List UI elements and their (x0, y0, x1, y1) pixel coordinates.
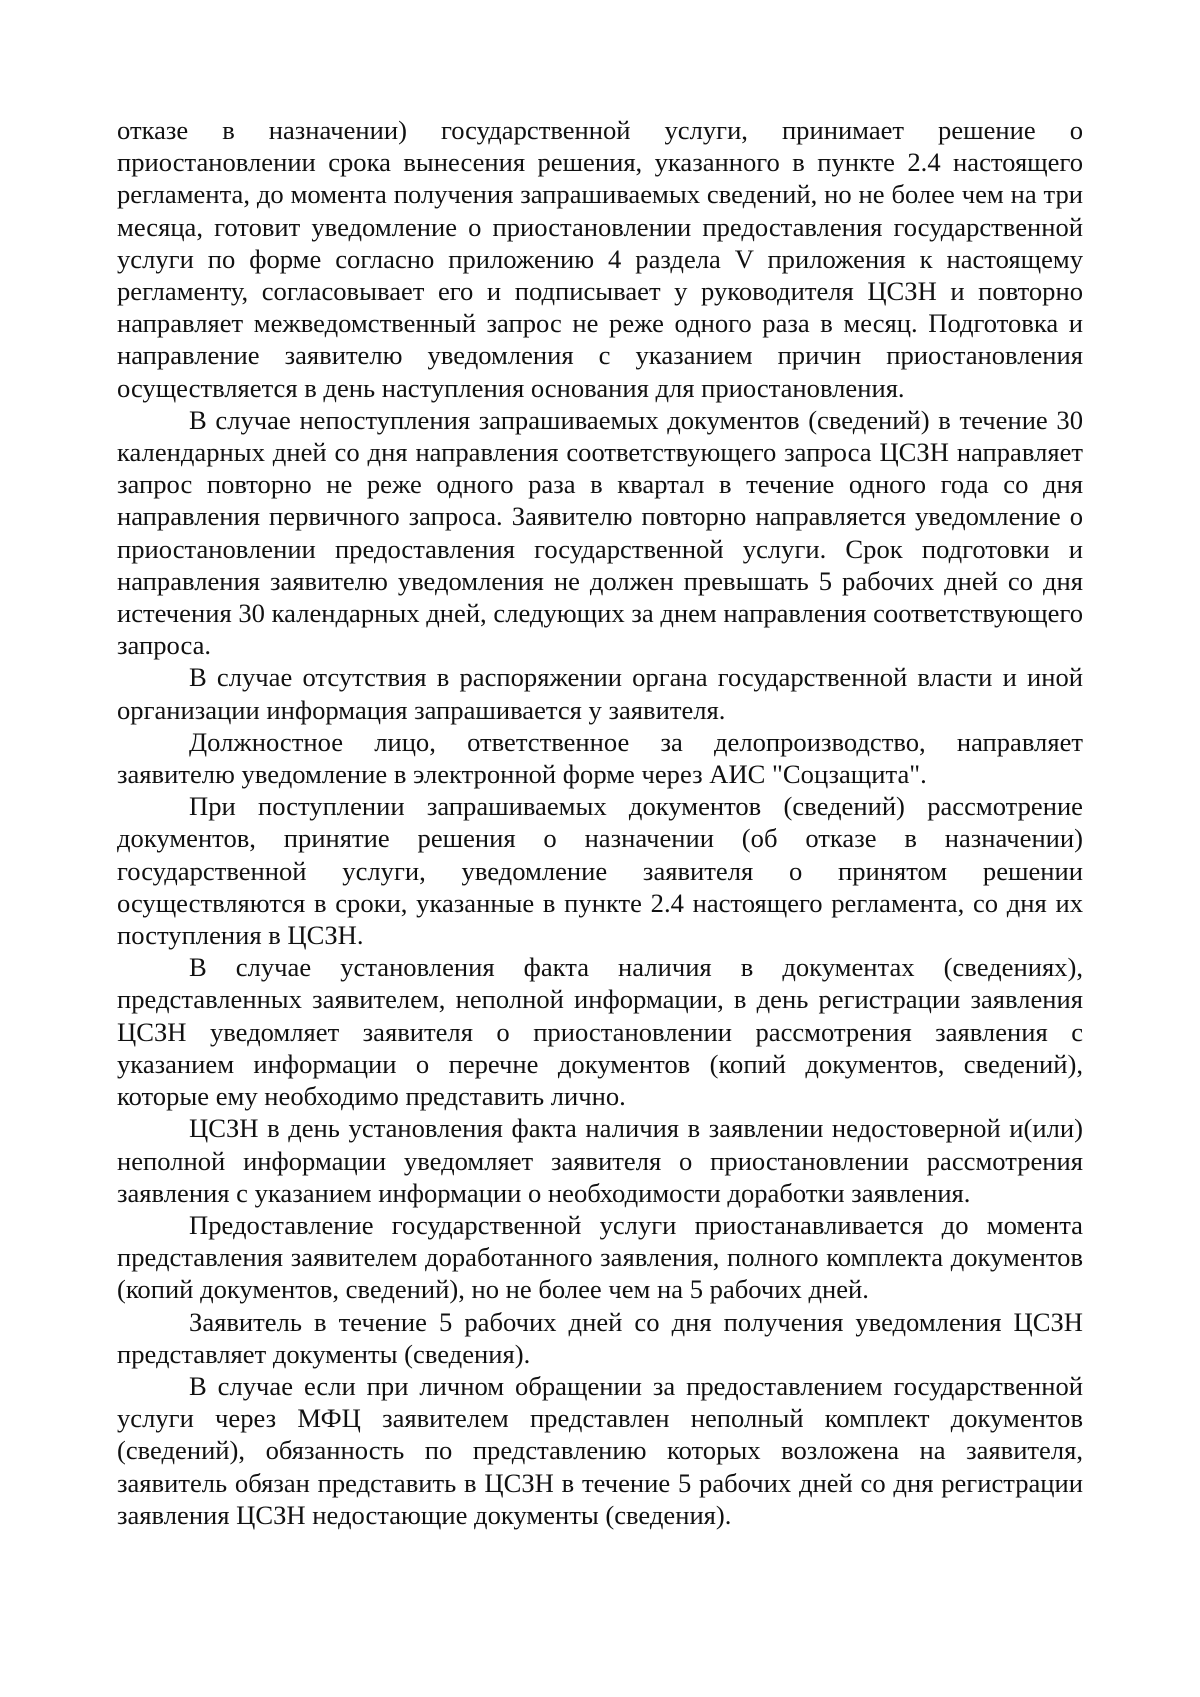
paragraph-mfc-incomplete-set: В случае если при личном обращении за предоставлением государственной услуги через МФЦ заявителем представлен неполный комплект документов (сведений), обязанность по представлению которых возложена на заявителя, заявитель обязан представить в ЦСЗН в течение 5 рабочих дней со дня регистрации заявления ЦСЗН недостающие документы (сведения). (117, 1370, 1083, 1530)
paragraph-applicant-submission: Заявитель в течение 5 рабочих дней со дня получения уведомления ЦСЗН представляет документы (сведения). (117, 1306, 1083, 1369)
paragraph-suspension-period: Предоставление государственной услуги приостанавливается до момента представления заявителем доработанного заявления, полного комплекта документов (копий документов, сведений), но не более чем на 5 рабочих дней. (117, 1209, 1083, 1305)
paragraph-repeated-request: В случае непоступления запрашиваемых документов (сведений) в течение 30 календарных дней со дня направления соответствующего запроса ЦСЗН направляет запрос повторно не реже одного раза в квартал в течение одного года со дня направления первичного запроса. Заявителю повторно направляется уведомление о приостановлении предоставления государственной услуги. Срок подготовки и направления заявителю уведомления не должен превышать 5 рабочих дней со дня истечения 30 календарных дней, следующих за днем направления соответствующего запроса. (117, 404, 1083, 661)
paragraph-inaccurate-information: ЦСЗН в день установления факта наличия в заявлении недостоверной и(или) неполной информации уведомляет заявителя о приостановлении рассмотрения заявления с указанием информации о необходимости доработки заявления. (117, 1113, 1083, 1208)
paragraph-suspension-decision: отказе в назначении) государственной услуги, принимает решение о приостановлении срока вынесения решения, указанного в пункте 2.4 настоящего регламента, до момента получения запрашиваемых сведений, но не более чем на три месяца, готовит уведомление о приостановлении предоставления государственной услуги по форме согласно приложению 4 раздела V приложения к настоящему регламенту, согласовывает его и подписывает у руководителя ЦСЗН и повторно направляет межведомственный запрос не реже одного раза в месяц. Подготовка и направление заявителю уведомления с указанием причин приостановления осуществляется в день наступления основания для приостановления. (117, 115, 1083, 403)
paragraph-request-from-applicant: В случае отсутствия в распоряжении органа государственной власти и иной организации информация запрашивается у заявителя. (117, 662, 1083, 725)
paragraph-review-deadlines: При поступлении запрашиваемых документов (сведений) рассмотрение документов, принятие решения о назначении (об отказе в назначении) государственной услуги, уведомление заявителя о принятом решении осуществляются в сроки, указанные в пункте 2.4 настоящего регламента, со дня их поступления в ЦСЗН. (117, 791, 1083, 951)
paragraph-electronic-notification: Должностное лицо, ответственное за делопроизводство, направляет заявителю уведомление в электронной форме через АИС "Соцзащита". (117, 726, 1083, 790)
paragraph-incomplete-documents: В случае установления факта наличия в документах (сведениях), представленных заявителем, неполной информации, в день регистрации заявления ЦСЗН уведомляет заявителя о приостановлении рассмотрения заявления с указанием информации о перечне документов (копий документов, сведений), которые ему необходимо представить лично. (117, 952, 1083, 1112)
document-body (117, 114, 1083, 1531)
